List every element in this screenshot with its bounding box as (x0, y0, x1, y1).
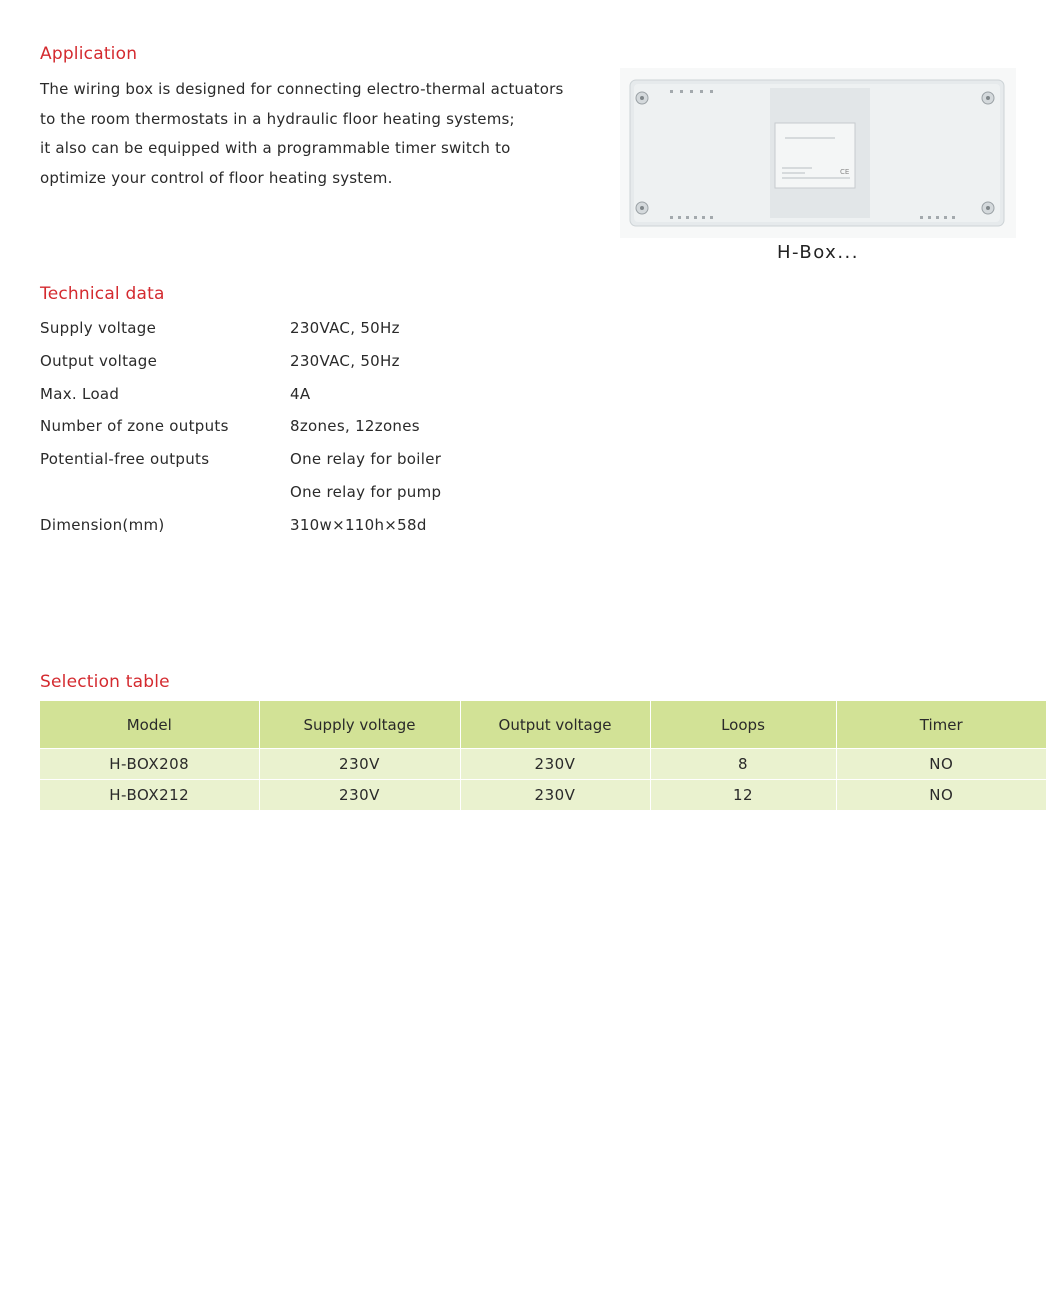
description-line: it also can be equipped with a programmable timer switch to (40, 139, 511, 158)
loops-cell: 12 (650, 780, 836, 811)
spec-label: Potential-free outputs (40, 450, 210, 469)
supply-voltage-cell: 230V (259, 780, 460, 811)
output-voltage-cell: 230V (460, 749, 650, 780)
spec-row (40, 477, 600, 510)
spec-value: 230VAC, 50Hz (290, 319, 400, 337)
spec-label: Dimension(mm) (40, 515, 165, 534)
column-header-loops: Loops (650, 701, 836, 749)
timer-cell: NO (836, 780, 1046, 811)
column-header-model: Model (40, 701, 259, 749)
spec-row (40, 313, 600, 346)
table-row (40, 780, 1046, 811)
spec-value: 310w×110h×58d (290, 515, 427, 534)
spec-label: Output voltage (40, 351, 158, 370)
spec-row (40, 444, 600, 477)
product-caption: H-Box... (776, 242, 859, 263)
timer-cell: NO (836, 749, 1046, 780)
spec-value: One relay for pump (290, 482, 442, 501)
selection-table (40, 701, 1046, 810)
model-cell: H-BOX212 (40, 780, 259, 811)
spec-label: Max. Load (40, 384, 120, 403)
spec-row (40, 510, 600, 543)
description-line: The wiring box is designed for connecting electro-thermal actuators (40, 80, 564, 98)
svg-text:CE: CE (840, 168, 850, 176)
selection-table-heading: Selection table (40, 672, 170, 692)
spec-label: Supply voltage (40, 319, 157, 337)
spec-value: 4A (290, 384, 311, 403)
spec-row (40, 411, 600, 444)
spec-value: 8zones, 12zones (290, 417, 420, 436)
application-heading: Application (40, 44, 138, 64)
spec-label: Number of zone outputs (40, 417, 229, 436)
description-line: optimize your control of floor heating system. (40, 169, 393, 188)
product-image (620, 68, 1016, 238)
spec-value: 230VAC, 50Hz (290, 351, 400, 370)
spec-row (40, 346, 600, 379)
supply-voltage-cell: 230V (259, 749, 460, 780)
application-description (40, 75, 600, 194)
table-header-row (40, 701, 1046, 749)
column-header-timer: Timer (836, 701, 1046, 749)
spec-row (40, 379, 600, 412)
column-header-output-voltage: Output voltage (460, 701, 650, 749)
output-voltage-cell: 230V (460, 780, 650, 811)
column-header-supply-voltage: Supply voltage (259, 701, 460, 749)
technical-data-heading: Technical data (40, 284, 165, 304)
spec-value: One relay for boiler (290, 450, 442, 469)
model-cell: H-BOX208 (40, 749, 259, 780)
loops-cell: 8 (650, 749, 836, 780)
description-line: to the room thermostats in a hydraulic floor heating systems; (40, 109, 515, 128)
table-row (40, 749, 1046, 780)
technical-data-list (40, 313, 600, 543)
